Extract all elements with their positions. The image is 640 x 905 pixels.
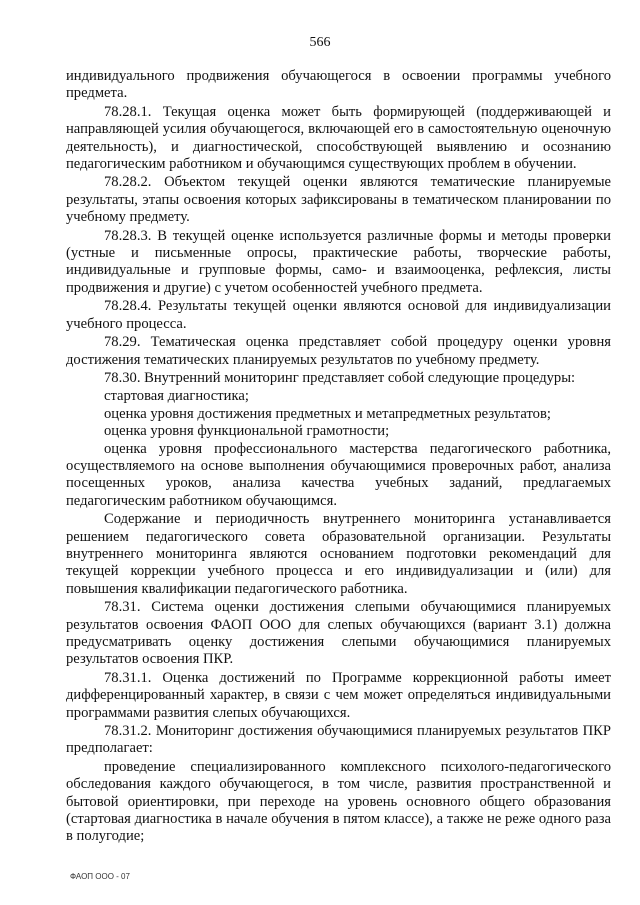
paragraph: 78.29. Тематическая оценка представляет собой процедуру оценки уровня достижения тематических планируемых результатов по учебному предмету.	[66, 334, 611, 368]
paragraph: 78.31. Система оценки достижения слепыми обучающимися планируемых результатов освоения ФАОП ООО для слепых обучающихся (вариант 3.1) должна предусматривать оценку достижения слепыми обучающимися планируемых результатов освоения ПКР.	[66, 599, 611, 668]
paragraph: 78.28.1. Текущая оценка может быть формирующей (поддерживающей и направляющей усилия обучающегося, включающей его в самостоятельную оценочную деятельность), и диагностической, способствующей выявлению и осознанию педагогическим работником и обучающимся существующих проблем в обучении.	[66, 103, 611, 173]
paragraph: проведение специализированного комплексного психолого-педагогического обследования каждого обучающегося, в том числе, развития пространственной и бытовой ориентировки, при переходе на уровень основного общего образования (стартовая диагностика в начале обучения в пятом классе), а также не реже одного раза в полугодие;	[66, 758, 611, 845]
paragraph: Содержание и периодичность внутреннего мониторинга устанавливается решением педагогического совета образовательной организации. Результаты внутреннего мониторинга являются основанием подготовки рекомендаций для текущей коррекции учебного процесса и его индивидуализации и (или) для повышения квалификации педагогического работника.	[66, 511, 611, 597]
footer-code: ФАОП ООО - 07	[70, 872, 130, 881]
paragraph: 78.31.2. Мониторинг достижения обучающимися планируемых результатов ПКР предполагает:	[66, 723, 611, 757]
list-item: оценка уровня достижения предметных и метапредметных результатов;	[104, 405, 551, 422]
paragraph: 78.31.1. Оценка достижений по Программе коррекционной работы имеет дифференцированный характер, в связи с чем может определяться индивидуальными программами развития слепых обучающихся.	[66, 669, 611, 721]
paragraph: индивидуального продвижения обучающегося в освоении программы учебного предмета.	[66, 68, 611, 102]
paragraph: оценка уровня профессионального мастерства педагогического работника, осуществляемого на основе выполнения обучающимися проверочных работ, анализа посещенных уроков, анализа качества учебных заданий, предлагаемых педагогическим работником обучающимся.	[66, 440, 611, 509]
list-item: оценка уровня функциональной грамотности;	[104, 423, 390, 440]
paragraph: 78.28.2. Объектом текущей оценки являются тематические планируемые результаты, этапы освоения которых зафиксированы в тематическом планировании по учебному предмету.	[66, 174, 611, 226]
document-body	[66, 68, 611, 847]
list-item: стартовая диагностика;	[104, 388, 249, 405]
page-number: 566	[309, 35, 331, 50]
paragraph: 78.30. Внутренний мониторинг представляет собой следующие процедуры:	[104, 369, 576, 386]
paragraph: 78.28.4. Результаты текущей оценки являются основой для индивидуализации учебного процесса.	[66, 298, 611, 332]
paragraph: 78.28.3. В текущей оценке используется различные формы и методы проверки (устные и письменные опросы, практические работы, творческие работы, индивидуальные и групповые формы, само- и взаимооценка, рефлексия, листы продвижения и другие) с учетом особенностей учебного предмета.	[66, 227, 611, 296]
